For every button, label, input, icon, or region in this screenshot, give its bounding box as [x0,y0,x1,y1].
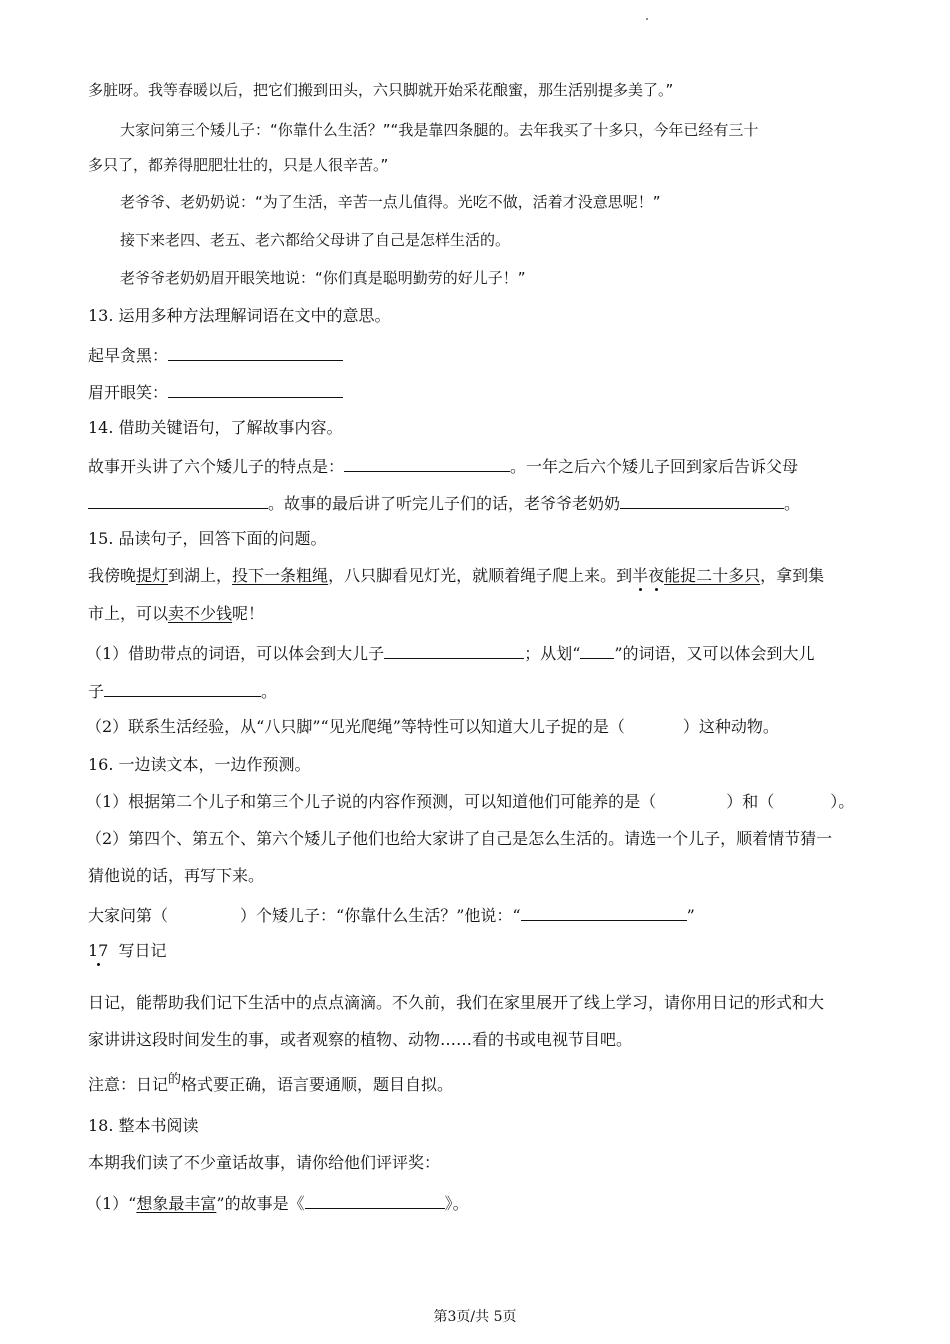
q15-sub-2-text: （2）联系生活经验，从“八只脚”“见光爬绳”等特性可以知道大儿子捉的是（ [86,717,625,736]
q15-sub-1-text: 子 [88,682,105,701]
q14-blank-1[interactable] [344,455,510,472]
q14-text-2: 。一年之后六个矮儿子回到家后告诉父母 [510,457,799,476]
q15-sub-1-line-1 [86,642,815,664]
q15-underlined-phrase: 卖不少钱 [168,604,233,623]
q14-blank-2[interactable] [88,492,268,509]
q15-text: 呢！ [232,604,265,623]
q17-paragraph-line-1: 日记，能帮助我们记下生活中的点点滴滴。不久前，我们在家里展开了线上学习，请你用日记的形式和大 [88,993,825,1012]
q15-text: 市上，可以 [88,604,169,623]
q18-book-title-blank[interactable] [305,1192,445,1209]
story-paragraph-3: 老爷爷、老奶奶说：“为了生活，辛苦一点儿值得。光吃不做，活着才没意思呢！” [120,193,661,211]
q15-dotted-char: 夜 [648,566,665,585]
q15-sub-1-text: （1）借助带点的词语，可以体会到大儿子 [86,644,385,663]
q16-sub-1-text: ）。 [830,792,855,811]
q15-text: ，拿到集 [760,566,825,585]
q16-sub-1 [86,792,854,812]
q15-title: 15. 品读句子，回答下面的问题。 [88,529,327,548]
q16-title: 16. 一边读文本，一边作预测。 [88,755,311,774]
q17-paragraph-line-2: 家讲讲这段时间发生的事，或者观察的植物、动物……看的书或电视节目吧。 [88,1030,633,1049]
q16-sub-1-text: ）和（ [726,792,775,811]
q15-sentence-line-1 [88,566,824,586]
q15-sub-1-line-2 [88,680,277,702]
q18-underlined-phrase: 想象最丰富 [136,1194,217,1213]
q14-title: 14. 借助关键语句，了解故事内容。 [88,418,343,437]
q16-sub-3-text: ” [686,906,695,925]
q17-title [88,941,167,961]
q18-intro: 本期我们读了不少童话故事，请你给他们评评奖： [88,1153,441,1172]
q13-answer-2-blank[interactable] [168,381,343,398]
q15-sub-1-blank-3[interactable] [104,680,261,697]
q18-sub-1-text: （1）“ [86,1194,137,1213]
q18-sub-1 [86,1192,469,1214]
q15-sub-1-blank-1[interactable] [384,642,524,659]
q15-sentence-line-2 [88,604,264,624]
q18-sub-1-text: ”的故事是《 [216,1194,305,1213]
q13-word-2 [88,381,343,403]
q16-sub-3 [88,904,695,926]
q17-note-text: 格式要正确，语言要通顺，题目自拟。 [181,1075,454,1094]
q15-sub-2-text: ）这种动物。 [682,717,779,736]
q18-title: 18. 整本书阅读 [88,1116,199,1135]
q16-sub-2-line-2: 猜他说的话，再写下来。 [88,866,265,885]
q15-sub-1-text: ；从划“ [524,644,581,663]
q15-underlined-phrase: 投下一条粗绳 [232,566,329,585]
scan-dot [646,18,648,20]
q16-sub-2-line-1: （2）第四个、第五个、第六个矮儿子他们也给大家讲了自己是怎么生活的。请选一个儿子，顺着情节猜一 [86,829,833,848]
q15-text: ，八只脚看见灯光，就顺着绳子爬上来。到 [328,566,633,585]
q15-dotted-char: 半 [632,566,649,585]
q15-underlined-phrase: 能捉二十多只 [664,566,761,585]
q15-underlined-phrase: 提灯 [136,566,169,585]
q14-text-3: 。故事的最后讲了听完儿子们的话，老爷爷老奶奶 [268,494,621,513]
page-number: 第3页/共 5页 [433,1309,517,1325]
q14-text-4: 。 [784,494,801,513]
q17-number: 17 [88,941,109,960]
q13-word-1 [88,344,343,366]
q16-sub-3-text: ）个矮儿子：“你靠什么生活？”他说：“ [240,906,521,925]
q13-title: 13. 运用多种方法理解词语在文中的意思。 [88,306,391,325]
q15-text: 到湖上， [168,566,233,585]
q17-note [88,1072,454,1097]
story-paragraph-4: 接下来老四、老五、老六都给父母讲了自己是怎样生活的。 [120,231,511,249]
q15-sub-1-text: ”的词语，又可以体会到大儿 [614,644,815,663]
story-paragraph-2-line-2: 多只了，都养得肥肥壮壮的，只是人很辛苦。” [88,156,389,174]
q15-sub-2 [86,717,779,737]
q17-title-text: 写日记 [118,941,167,960]
q15-text: 我傍晚 [88,566,137,585]
story-paragraph-5: 老爷爷老奶奶眉开眼笑地说：“你们真是聪明勤劳的好儿子！” [120,269,526,287]
q14-line-2 [88,492,800,514]
q15-sub-1-blank-2[interactable] [580,642,614,659]
story-paragraph-1: 多脏呀。我等春暖以后，把它们搬到田头，六只脚就开始采花酿蜜，那生活别提多美了。” [88,81,674,99]
q13-answer-1-blank[interactable] [168,344,343,361]
q17-note-raised-char: 的 [168,1072,182,1087]
q18-sub-1-text: 》。 [444,1194,469,1213]
q16-sub-3-text: 大家问第（ [88,906,169,925]
q14-blank-3[interactable] [620,492,784,509]
q14-line-1 [88,455,798,477]
q13-word-1-label: 起早贪黑： [88,346,169,365]
q16-sub-1-text: （1）根据第二个儿子和第三个儿子说的内容作预测，可以知道他们可能养的是（ [86,792,657,811]
q14-text-1: 故事开头讲了六个矮儿子的特点是： [88,457,345,476]
story-paragraph-2-line-1: 大家问第三个矮儿子：“你靠什么生活？”“我是靠四条腿的。去年我买了十多只，今年已经有三十 [120,121,759,139]
q15-sub-1-text: 。 [261,682,278,701]
q17-note-text: 注意：日记 [88,1075,169,1094]
q16-quote-blank[interactable] [521,904,687,921]
q13-word-2-label: 眉开眼笑： [88,383,169,402]
